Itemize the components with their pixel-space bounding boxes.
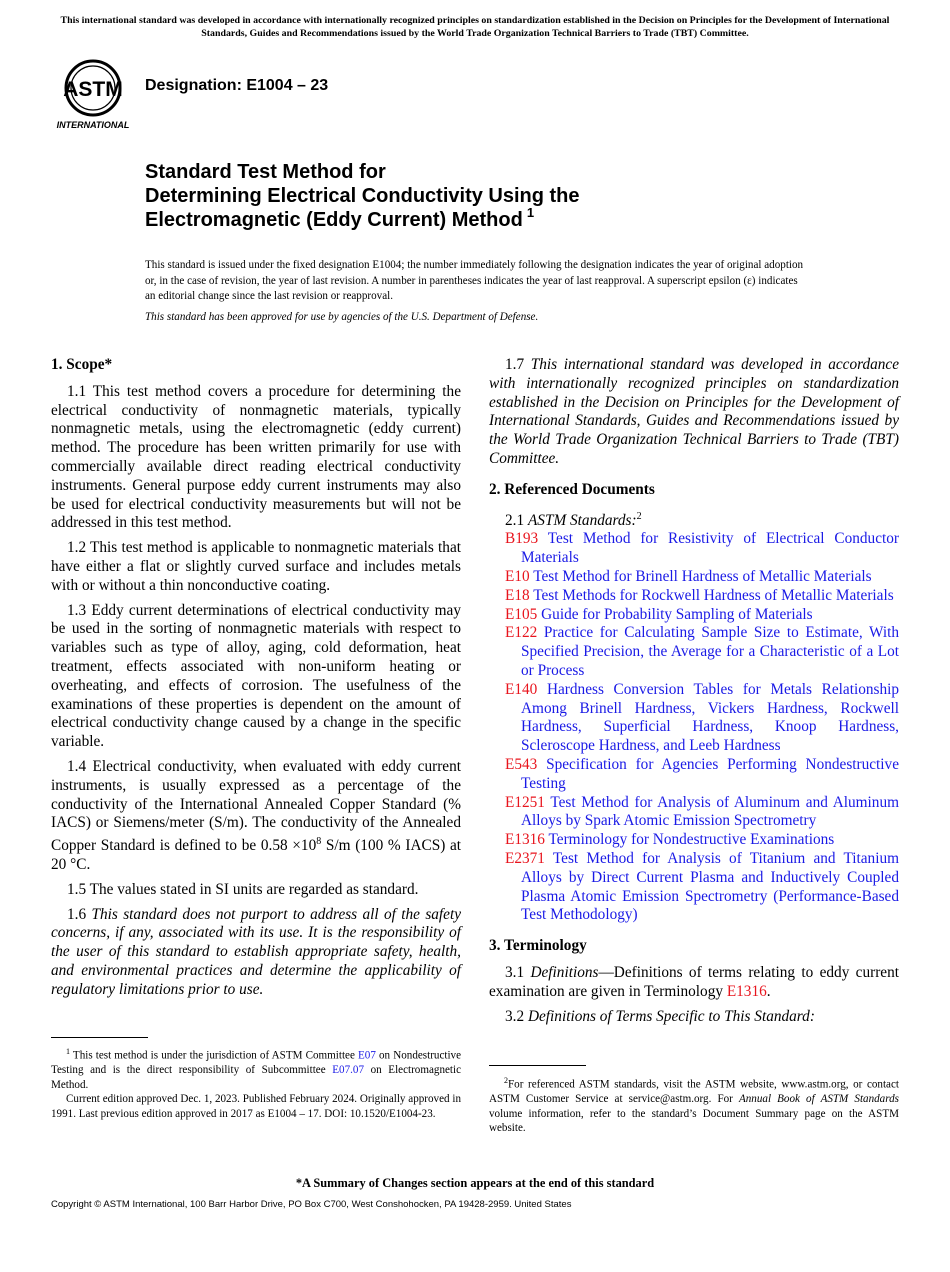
footnote-1: $^1$ This test method is under the jurisdiction of ASTM Committee E07 on Nondestructive Testing and is the direct responsibility of Subcommittee E07.07 on Electromagnetic Method. Current edition approved Dec. 1, 2023. Published February 2024. Originally approved in 1991. Last previous edition approved in 2017 as E1004 – 17. DOI: 10.1520/E1004-23.	[51, 1047, 461, 1121]
link-e07-07[interactable]: E07.07	[332, 1064, 365, 1077]
copyright-line: Copyright © ASTM International, 100 Barr Harbor Drive, PO Box C700, West Conshohocken, PA 19428-2959. United States	[51, 1199, 572, 1210]
footnote-2: $^2$For referenced ASTM standards, visit the ASTM website, www.astm.org, or contact ASTM Customer Service at service@astm.org. For Annual Book of ASTM Standards volume information, refer to the standard’s Document Summary page on the ASTM website.	[489, 1076, 899, 1135]
footnote-rule-left	[51, 1037, 148, 1038]
standard-code-link[interactable]: E1316	[505, 831, 545, 849]
right-column	[489, 356, 899, 1032]
referenced-standard-item[interactable]	[489, 850, 899, 925]
title-line-3: Electromagnetic (Eddy Current) Method	[145, 209, 523, 231]
referenced-standard-item[interactable]	[489, 831, 899, 850]
paragraph-1-3: 1.3 Eddy current determinations of electrical conductivity may be used in the sorting of nonmagnetic materials with respect to variables such as type of alloy, aging, cold deformation, heat treatment, effects associated with non-uniform heating or overheating, and effects of corrosion. The usefulness of the examinations of these properties is dependent on the amount of electrical conductivity change caused by a change in the specific variable.	[51, 601, 461, 751]
title-line-1: Standard Test Method for	[145, 161, 386, 183]
paragraph-1-6: 1.6 This standard does not purport to address all of the safety concerns, if any, associated with its use. It is the responsibility of the user of this standard to establish appropriate safety, health, and environmental practices and determine the applicability of regulatory limitations prior to use.	[51, 905, 462, 998]
summary-of-changes-note: *A Summary of Changes section appears at the end of this standard	[295, 1176, 655, 1190]
section-heading-scope: 1. Scope*	[51, 356, 113, 373]
referenced-standards-list	[489, 530, 899, 925]
issuance-note: This standard is issued under the fixed designation E1004; the number immediately following the designation indicates the year of original adoption or, in the case of revision, the year of last revision. A number in parentheses indicates the year of last reapproval. A superscript epsilon (ε) indicates an editorial change since the last revision or reapproval.	[145, 259, 804, 303]
standard-code-link[interactable]: E543	[505, 756, 538, 774]
referenced-standard-item[interactable]	[489, 568, 899, 587]
standard-title-link[interactable]: Practice for Calculating Sample Size to Estimate, With Specified Precision, the Average for a Characteristic of a Lot or Process	[521, 624, 900, 680]
standard-title-link[interactable]: Test Method for Resistivity of Electrical Conductor Materials	[521, 530, 899, 567]
paragraph-1-1: 1.1 This test method covers a procedure for determining the electrical conductivity of nonmagnetic materials, typically nonmagnetic metals, using the electromagnetic (eddy current) method. The procedure has been written primarily for use with commercially available direct reading electrical conductivity instruments. General purpose eddy current instruments may also be used for electrical conductivity measurements but will not be addressed in this test method.	[51, 382, 461, 532]
link-e07[interactable]: E07	[358, 1049, 376, 1062]
title-line-2: Determining Electrical Conductivity Using the	[145, 185, 580, 207]
standard-code-link[interactable]: E140	[505, 680, 538, 698]
section-heading-referenced-documents: 2. Referenced Documents	[489, 480, 655, 498]
standard-title-link[interactable]: Hardness Conversion Tables for Metals Relationship Among Brinell Hardness, Vickers Hardness, Rockwell Hardness, Superficial Hardness, Knoop Hardness, Scleroscope Hardness, and Leeb Hardness	[521, 680, 899, 755]
logo-text: INTERNATIONAL	[56, 120, 130, 130]
standard-code-link[interactable]: E1251	[505, 793, 545, 811]
standard-title-link[interactable]: Test Method for Analysis of Titanium and Titanium Alloys by Direct Current Plasma and Inductively Coupled Plasma Atomic Emission Spectrometry (Performance-Based Test Methodology)	[521, 850, 899, 924]
standard-title-link[interactable]: Test Methods for Rockwell Hardness of Metallic Materials	[533, 586, 894, 604]
header-notice: This international standard was developed in accordance with internationally recognized principles on standardization established in the Decision on Principles for the Development of International Standards, Guides and Recommendations issued by the World Trade Organization Technical Barriers to Trade (TBT) Committee.	[60, 15, 890, 39]
standard-title-link[interactable]: Test Method for Brinell Hardness of Metallic Materials	[533, 568, 872, 586]
paragraph-3-1: 3.1 Definitions—Definitions of terms relating to eddy current examination are given in Terminology E1316.	[489, 964, 900, 1000]
paragraph-1-7: 1.7 This international standard was developed in accordance with internationally recognized principles on standardization established in the Decision on Principles for the Development of International Standards, Guides and Recommendations issued by the World Trade Organization Technical Barriers to Trade (TBT) Committee.	[489, 356, 899, 467]
standard-title-link[interactable]: Terminology for Nondestructive Examinations	[548, 831, 835, 849]
standard-title-link[interactable]: Guide for Probability Sampling of Materials	[541, 605, 813, 623]
paragraph-1-4: 1.4 Electrical conductivity, when evaluated with eddy current instruments, is usually expressed as a percentage of the conductivity of the International Annealed Copper Standard (% IACS) or Siemens/meter (S/m). The conductivity of the Annealed Copper Standard is defined to be $0.58 \times 10^8$ S/m (100 % IACS) at 20 °C.	[51, 757, 462, 874]
title-footnote-mark[interactable]: 1	[526, 205, 535, 220]
logo-letters: ASTM	[63, 78, 123, 101]
standard-title-link[interactable]: Specification for Agencies Performing Nondestructive Testing	[521, 756, 899, 792]
paragraph-3-2: 3.2 Definitions of Terms Specific to This Standard:	[505, 1007, 815, 1025]
standard-code-link[interactable]: E18	[505, 586, 530, 604]
footnote-rule-right	[489, 1065, 586, 1066]
referenced-standard-item[interactable]	[489, 681, 899, 756]
paragraph-1-5: 1.5 The values stated in SI units are regarded as standard.	[67, 880, 419, 898]
standard-code-link[interactable]: E10	[505, 568, 530, 586]
paragraph-1-2: 1.2 This test method is applicable to nonmagnetic materials that have either a flat or slightly curved surface and includes metals with or without a thin nonconductive coating.	[51, 539, 461, 594]
referenced-standard-item[interactable]	[489, 530, 899, 568]
referenced-standard-item[interactable]	[489, 794, 899, 832]
left-column	[51, 356, 461, 1006]
document-title	[145, 160, 825, 232]
standard-code-link[interactable]: B193	[505, 530, 539, 548]
standard-code-link[interactable]: E105	[505, 605, 538, 623]
astm-logo	[52, 58, 134, 132]
referenced-standard-item[interactable]	[489, 756, 899, 794]
section-heading-terminology: 3. Terminology	[489, 937, 587, 955]
referenced-standard-item[interactable]	[489, 587, 899, 606]
standard-code-link[interactable]: E2371	[505, 850, 545, 868]
referenced-standard-item[interactable]	[489, 606, 899, 625]
dod-approval-note: This standard has been approved for use by agencies of the U.S. Department of Defense.	[145, 311, 539, 323]
paragraph-2-1: 2.1 ASTM Standards:$^2$	[505, 510, 642, 529]
standard-code-link[interactable]: E122	[505, 624, 538, 642]
designation: Designation: E1004 – 23	[145, 77, 329, 94]
standard-title-link[interactable]: Test Method for Analysis of Aluminum and Aluminum Alloys by Spark Atomic Emission Spectrometry	[521, 793, 899, 830]
referenced-standard-item[interactable]	[489, 624, 899, 680]
link-e1316[interactable]: E1316	[726, 982, 767, 1000]
